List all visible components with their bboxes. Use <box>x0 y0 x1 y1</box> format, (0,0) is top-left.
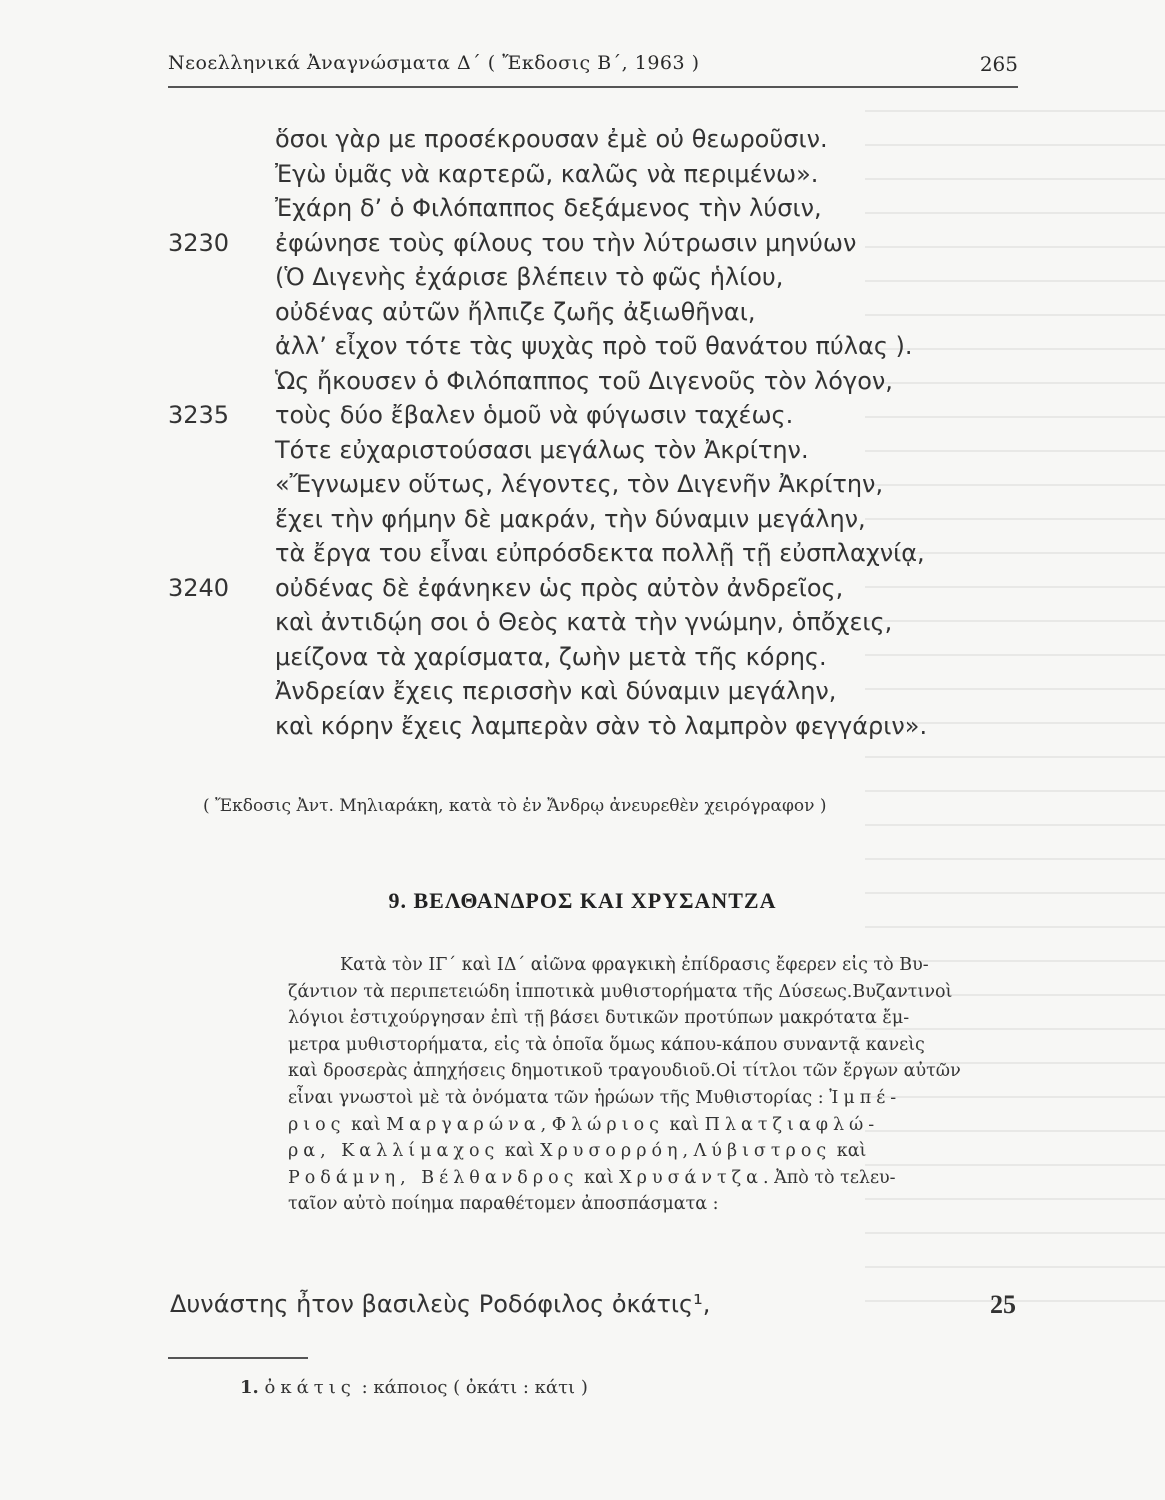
spaced-title: Χρυσάντζα <box>619 1167 763 1188</box>
page-number: 265 <box>979 52 1018 76</box>
verse-line: καὶ ἀντιδῴη σοι ὁ Θεὸς κατὰ τὴν γνώμην, ὁπὄχεις, <box>275 608 893 636</box>
verse-number: 3235 <box>168 401 230 429</box>
verse-line: (Ὁ Διγενὴς ἐχάρισε βλέπειν τὸ φῶς ἡλίου, <box>275 263 784 291</box>
intro-line: καὶ δροσερὰς ἀπηχήσεις δημοτικοῦ τραγουδιοῦ.Οἱ τίτλοι τῶν ἔργων αὐτῶν <box>288 1061 961 1082</box>
verse-line: Ἐγὼ ὑμᾶς νὰ καρτερῶ, καλῶς νὰ περιμένω». <box>275 159 819 188</box>
verse-line: Ὡς ἤκουσεν ὁ Φιλόπαππος τοῦ Διγενοῦς τὸν λόγον, <box>275 366 893 395</box>
source-note: ( Ἔκδοσις Ἀντ. Μηλιαράκη, κατὰ τὸ ἐν Ἄνδρῳ ἀνευρεθὲν χειρόγραφον ) <box>203 796 827 816</box>
verse-line: οὐδένας αὐτῶν ἤλπιζε ζωῆς ἀξιωθῆναι, <box>275 297 756 326</box>
verse-line: καὶ κόρην ἔχεις λαμπερὰν σὰν τὸ λαμπρὸν φεγγάριν». <box>275 711 928 740</box>
intro-text: καὶ <box>578 1167 620 1188</box>
intro-line: Κατὰ τὸν ΙΓ΄ καὶ ΙΔ΄ αἰῶνα φραγκικὴ ἐπίδρασις ἔφερεν εἰς τὸ Βυ- <box>340 955 929 975</box>
intro-line <box>288 1138 1020 1165</box>
intro-text: καὶ <box>499 1141 541 1162</box>
intro-text: , <box>540 1114 552 1135</box>
intro-line: ταῖον αὐτὸ ποίημα παραθέτομεν ἀποσπάσματα : <box>288 1194 719 1215</box>
intro-text: καὶ <box>663 1114 705 1135</box>
verse-line: οὐδένας δὲ ἐφάνηκεν ὡς πρὸς αὐτὸν ἀνδρεῖος, <box>275 573 844 602</box>
verse-line: ὅσοι γὰρ με προσέκρουσαν ἐμὲ οὐ θεωροῦσιν. <box>275 125 828 153</box>
verse-line: Τότε εὐχαριστούσασι μεγάλως τὸν Ἀκρίτην. <box>275 435 809 464</box>
verse-line: ἀλλ’ εἶχον τότε τὰς ψυχὰς πρὸ τοῦ θανάτου πύλας ). <box>275 332 913 360</box>
verse-number: 3240 <box>168 573 230 602</box>
verse-line: Ἐχάρη δ’ ὁ Φιλόπαππος δεξάμενος τὴν λύσιν, <box>275 194 822 222</box>
spaced-title: Ἰμπέ- <box>829 1087 902 1108</box>
footnote <box>240 1377 588 1398</box>
spaced-title: Πλατζιαφλώ- <box>704 1114 880 1135</box>
verse-line: τὰ ἔργα του εἶναι εὐπρόσδεκτα πολλῇ τῇ εὐσπλαχνίᾳ, <box>275 539 925 567</box>
verse-number: 3230 <box>168 228 230 257</box>
spaced-title: Ροδάμνη, Βέλθανδρος <box>288 1167 579 1188</box>
intro-line <box>288 1085 1020 1112</box>
verse-line: τοὺς δύο ἔβαλεν ὁμοῦ νὰ φύγωσιν ταχέως. <box>275 401 794 429</box>
spaced-title: Φλώριος <box>551 1114 664 1135</box>
footnote-text: : κάποιος ( ὀκάτι : κάτι ) <box>361 1377 588 1398</box>
intro-line <box>288 1112 1020 1139</box>
verse-line: Ἀνδρείαν ἔχεις περισσὴν καὶ δύναμιν μεγάλην, <box>275 677 837 705</box>
spaced-title: Χρυσορρόη <box>540 1141 683 1162</box>
intro-text: καὶ <box>345 1114 387 1135</box>
intro-text: , <box>682 1141 694 1162</box>
verse-line: μείζονα τὰ χαρίσματα, ζωὴν μετὰ τῆς κόρης. <box>275 642 827 671</box>
intro-line <box>288 1165 1020 1192</box>
footnote-number: 1. <box>240 1377 259 1398</box>
verse-line: Δυνάστης ἦτον βασιλεὺς Ροδόφιλος ὀκάτις¹, <box>170 1290 711 1318</box>
intro-line: μετρα μυθιστορήματα, εἰς τὰ ὁποῖα ὅμως κάπου-κάπου συναντᾷ κανεὶς <box>288 1034 925 1055</box>
verse-line: ἔχει τὴν φήμην δὲ μακράν, τὴν δύναμιν μεγάλην, <box>275 504 866 533</box>
verse-line: ἐφώνησε τοὺς φίλους του τὴν λύτρωσιν μηνύων <box>275 228 857 257</box>
intro-line: ζάντιον τὰ περιπετειώδη ἱπποτικὰ μυθιστορήματα τῆς Δύσεως.Βυζαντινοὶ <box>288 981 953 1002</box>
running-header <box>168 50 1018 88</box>
intro-text: εἶναι γνωστοὶ μὲ τὰ ὀνόματα τῶν ἡρώων τῆς Μυθιστορίας : <box>288 1087 830 1108</box>
verse-number: 25 <box>990 1290 1016 1319</box>
intro-line: λόγιοι ἐστιχούργησαν ἐπὶ τῇ βάσει δυτικῶν προτύπων μακρότατα ἔμ- <box>288 1008 910 1029</box>
intro-text: . Ἀπὸ τὸ τελευ- <box>763 1167 896 1188</box>
spaced-title: Λύβιστρος <box>693 1141 832 1162</box>
intro-text: καὶ <box>831 1141 867 1162</box>
footnote-term: ὀκάτις <box>264 1377 356 1398</box>
spaced-title: ρα, Καλλίμαχος <box>288 1141 500 1162</box>
spaced-title: Μαργαρώνα <box>386 1114 541 1135</box>
header-title: Νεοελληνικά Ἀναγνώσματα Δ΄ ( Ἔκδοσις Β΄, 1963 ) <box>168 52 700 74</box>
footnote-rule <box>168 1357 308 1359</box>
section-intro <box>288 952 1020 1218</box>
spaced-title: ριος <box>288 1114 346 1135</box>
section-title: 9. ΒΕΛΘΑΝΔΡΟΣ ΚΑΙ ΧΡΥΣΑΝΤΖΑ <box>388 888 777 913</box>
verse-line: «Ἔγνωμεν οὕτως, λέγοντες, τὸν Διγενῆν Ἀκρίτην, <box>275 470 884 498</box>
